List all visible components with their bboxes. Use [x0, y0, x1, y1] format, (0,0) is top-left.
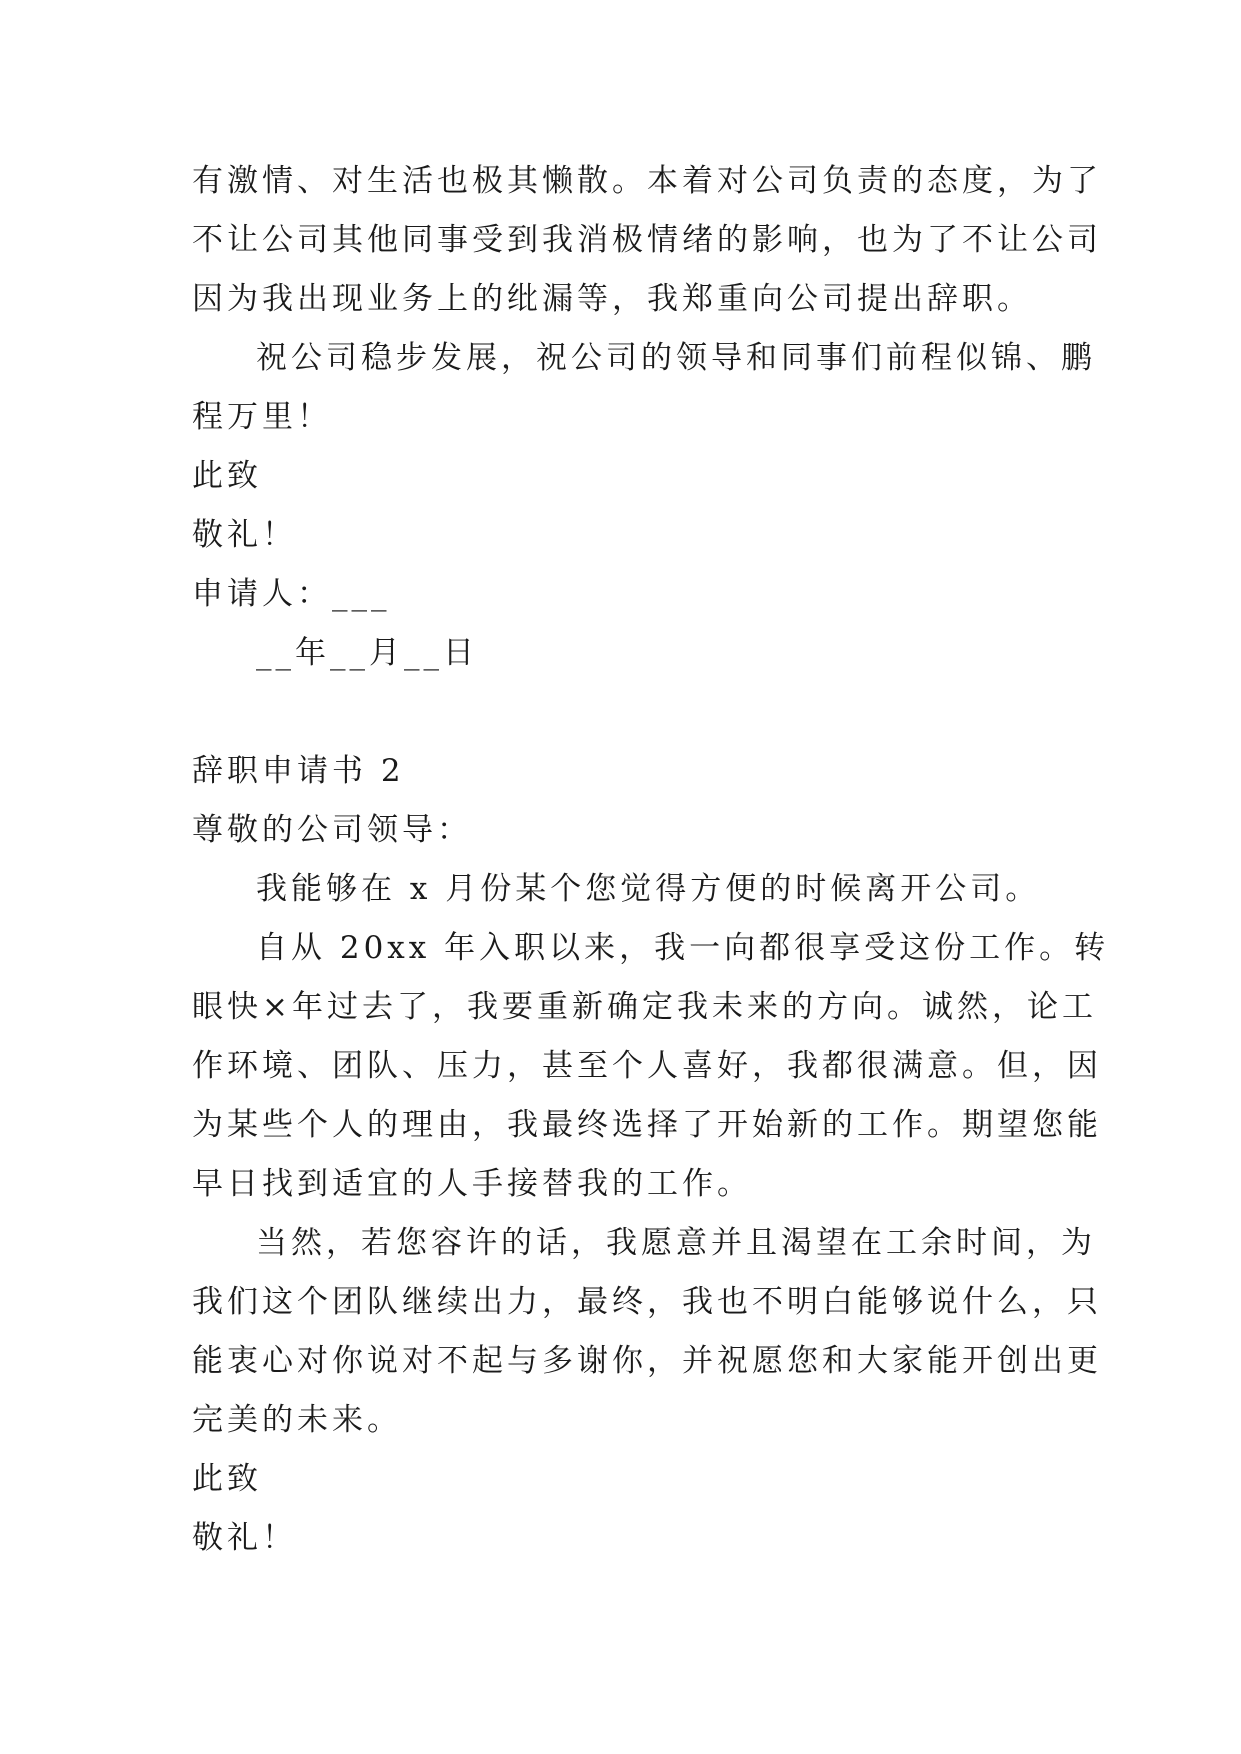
text-line: 我们这个团队继续出力，最终，我也不明白能够说什么，只 — [192, 1284, 1102, 1320]
text-line: 完美的未来。 — [192, 1402, 402, 1438]
document-body — [192, 152, 1110, 1568]
applicant-line: 申请人：___ — [192, 576, 391, 612]
paragraph — [192, 919, 1110, 1214]
paragraph — [192, 152, 1102, 329]
text-line: 早日找到适宜的人手接替我的工作。 — [192, 1166, 752, 1202]
text-line: 程万里！ — [192, 399, 332, 435]
text-line: 我能够在 x 月份某个您觉得方便的时候离开公司。 — [256, 871, 1041, 907]
date-line: __年__月__日 — [256, 635, 478, 671]
document-title: 辞职申请书 2 — [192, 753, 405, 789]
text-line: 因为我出现业务上的纰漏等，我郑重向公司提出辞职。 — [192, 281, 1032, 317]
text-line: 不让公司其他同事受到我消极情绪的影响，也为了不让公司 — [192, 222, 1102, 258]
text-line: 作环境、团队、压力，甚至个人喜好，我都很满意。但，因 — [192, 1048, 1102, 1084]
text-line: 为某些个人的理由，我最终选择了开始新的工作。期望您能 — [192, 1107, 1102, 1143]
text-line: 有激情、对生活也极其懒散。本着对公司负责的态度，为了 — [192, 163, 1102, 199]
text-line: 能衷心对你说对不起与多谢你，并祝愿您和大家能开创出更 — [192, 1343, 1102, 1379]
text-line: 当然，若您容许的话，我愿意并且渴望在工余时间，为 — [256, 1225, 1096, 1261]
salutation: 尊敬的公司领导： — [192, 812, 472, 848]
paragraph — [192, 1214, 1102, 1450]
text-line: 自从 20xx 年入职以来，我一向都很享受这份工作。转 — [256, 930, 1110, 966]
paragraph — [192, 329, 1096, 447]
closing-line: 敬礼！ — [192, 1520, 297, 1556]
closing-line: 敬礼！ — [192, 517, 297, 553]
closing-line: 此致 — [192, 458, 262, 494]
spacer — [192, 683, 1054, 742]
closing-line: 此致 — [192, 1461, 262, 1497]
text-line: 眼快×年过去了，我要重新确定我未来的方向。诚然，论工 — [192, 989, 1097, 1025]
text-line: 祝公司稳步发展，祝公司的领导和同事们前程似锦、鹏 — [256, 340, 1096, 376]
